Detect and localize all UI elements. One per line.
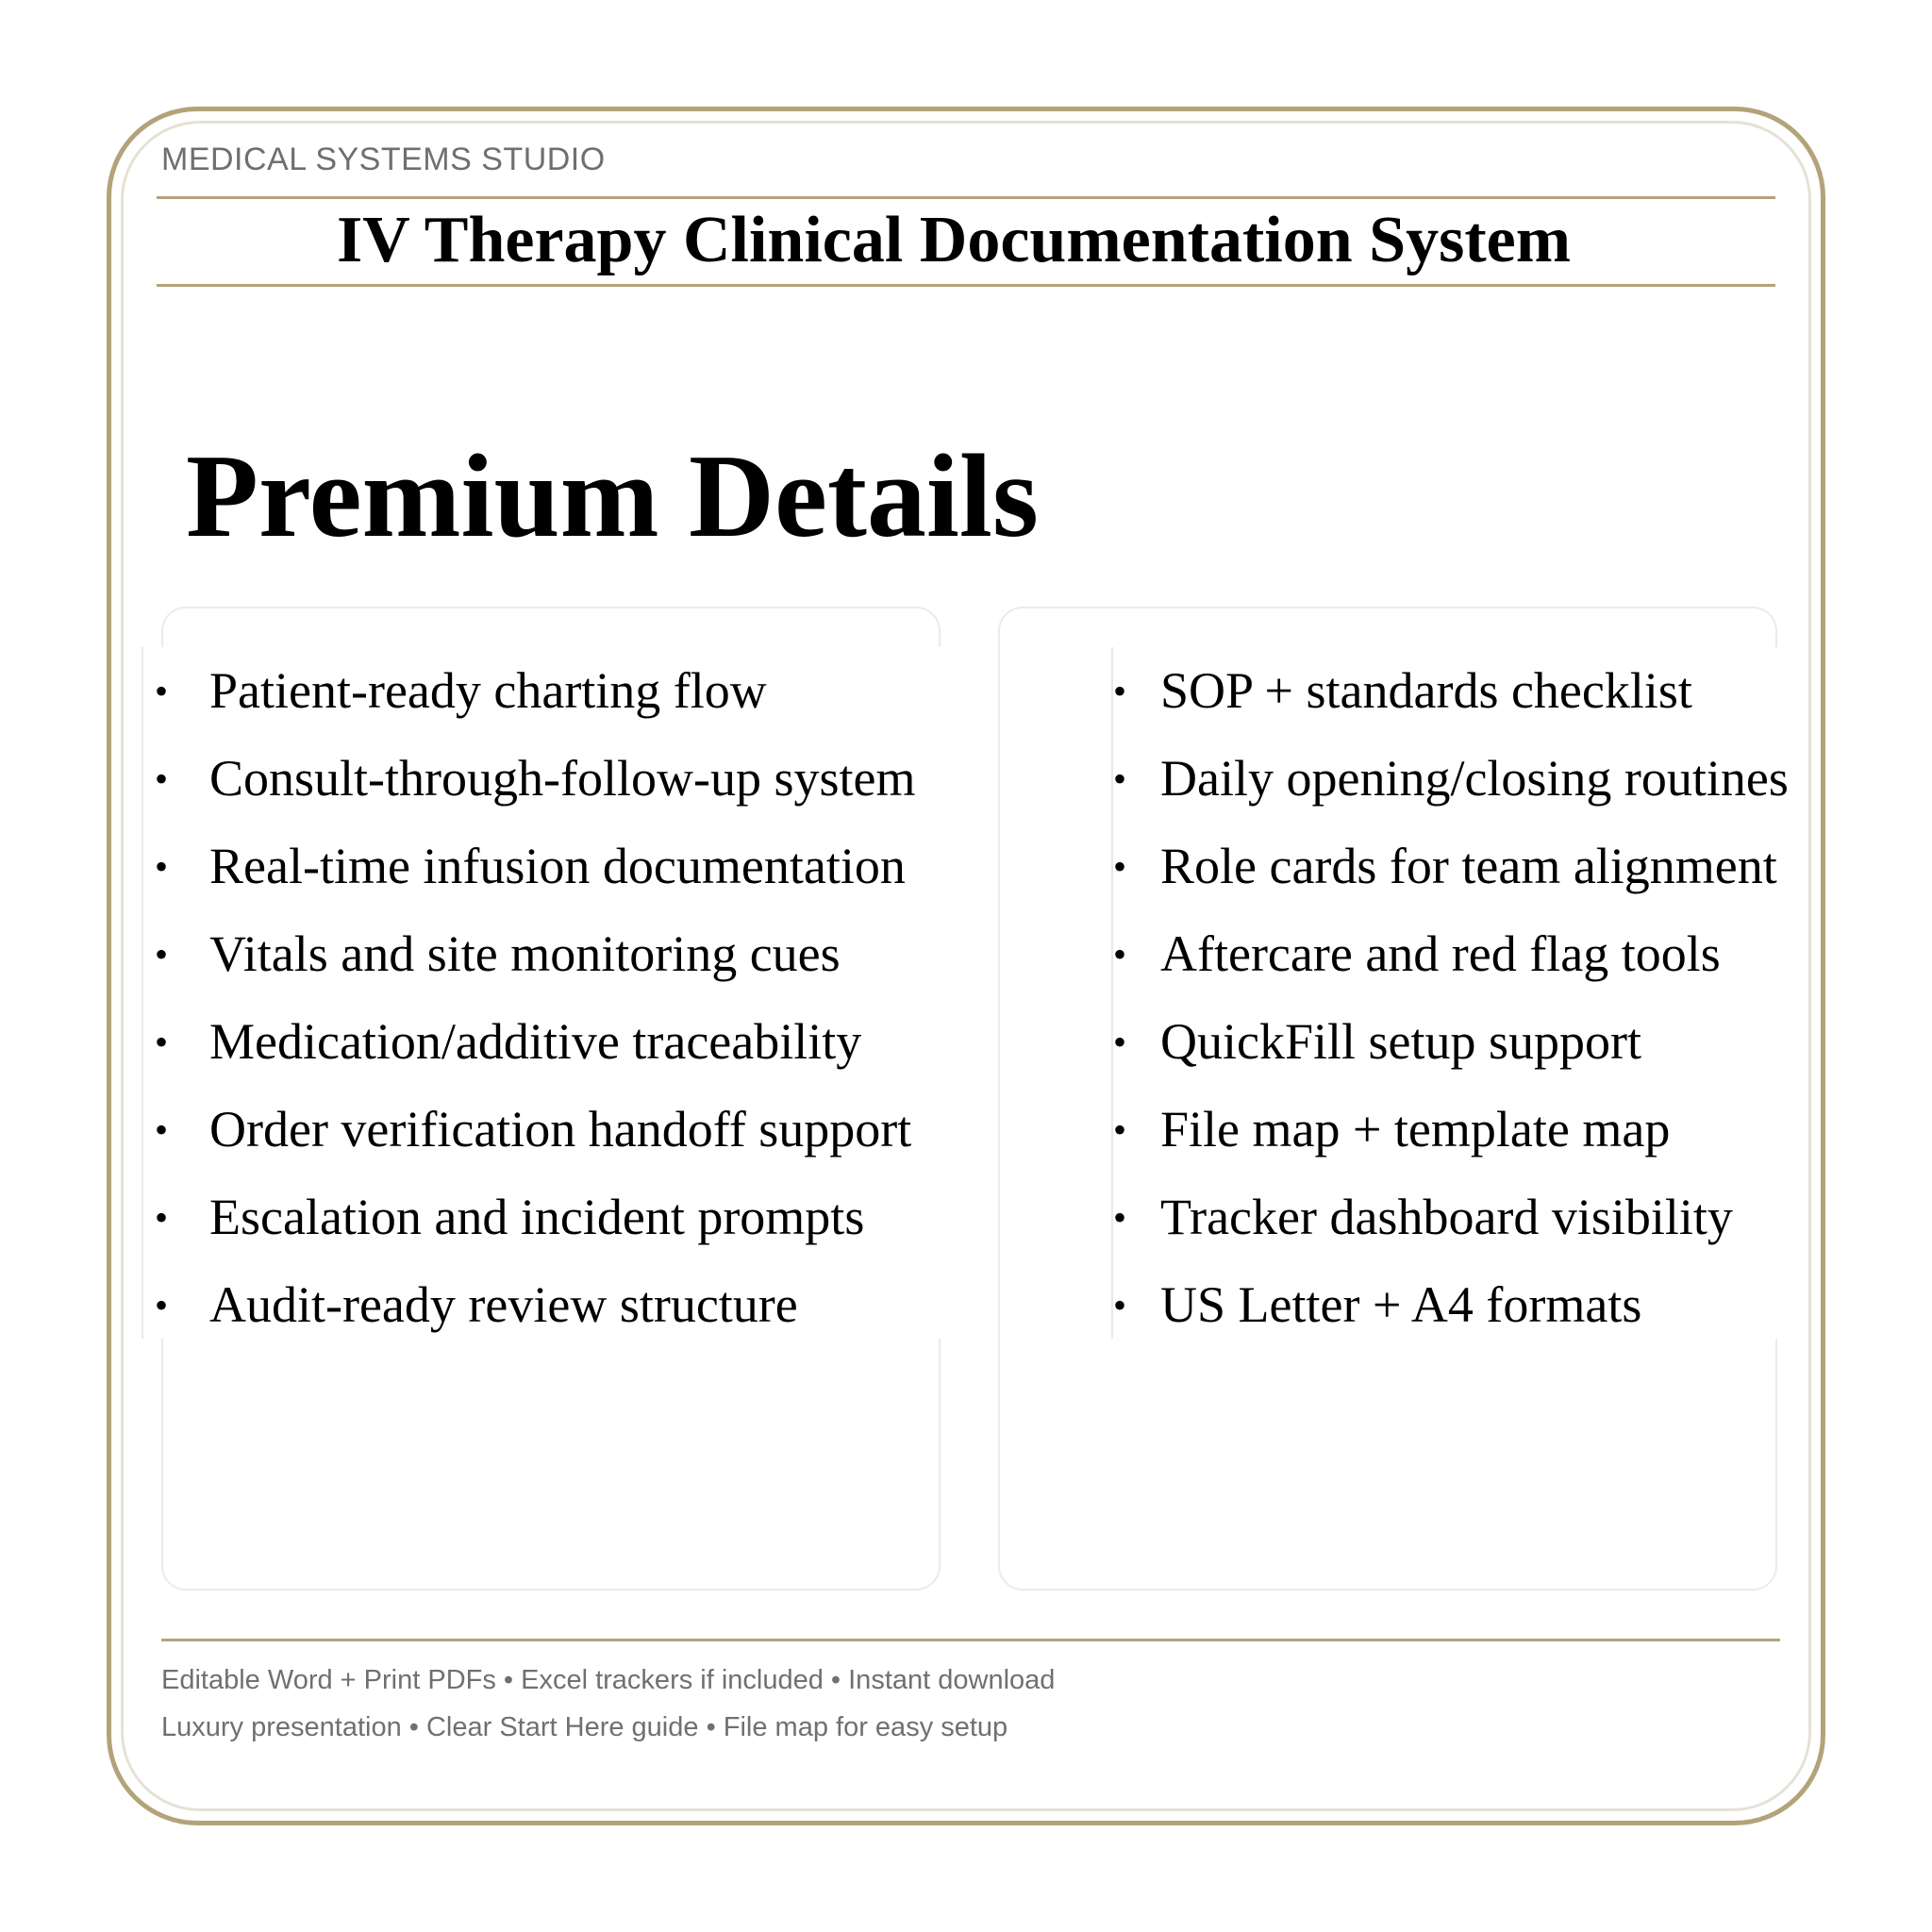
right-feature-list — [1111, 647, 1794, 1339]
footer-divider — [161, 1639, 1780, 1641]
header-bottom-divider — [157, 284, 1775, 287]
list-item-label: Medication/additive traceability — [209, 1013, 862, 1070]
bullet-icon: • — [155, 1196, 169, 1239]
list-item-label: Consult-through-follow-up system — [209, 750, 916, 807]
bullet-icon: • — [155, 758, 169, 800]
list-item-label: Role cards for team alignment — [1160, 838, 1777, 894]
list-item — [143, 1174, 974, 1261]
list-item-label: Tracker dashboard visibility — [1160, 1189, 1733, 1245]
bullet-icon: • — [155, 1284, 169, 1326]
list-item — [1113, 647, 1794, 735]
footer-features-line-1: Editable Word + Print PDFs • Excel trackers if included • Instant download — [161, 1665, 1056, 1695]
list-item — [143, 1086, 974, 1174]
list-item-label: File map + template map — [1160, 1101, 1671, 1158]
left-feature-list — [142, 647, 974, 1339]
list-item-label: Vitals and site monitoring cues — [209, 925, 841, 982]
footer-features-line-2: Luxury presentation • Clear Start Here guide • File map for easy setup — [161, 1712, 1008, 1742]
bullet-icon: • — [1113, 758, 1127, 800]
list-item — [143, 910, 974, 998]
document-title: IV Therapy Clinical Documentation System — [336, 204, 1572, 276]
list-item — [143, 1261, 974, 1349]
list-item-label: Patient-ready charting flow — [209, 662, 767, 719]
list-item-label: QuickFill setup support — [1160, 1013, 1641, 1070]
list-item — [1113, 1086, 1794, 1174]
section-title: Premium Details — [186, 431, 1039, 562]
list-item-label: Real-time infusion documentation — [209, 838, 906, 894]
list-item-label: Escalation and incident prompts — [209, 1189, 865, 1245]
bullet-icon: • — [1113, 1108, 1127, 1151]
list-item — [1113, 1261, 1794, 1349]
bullet-icon: • — [155, 1021, 169, 1063]
brand-label: MEDICAL SYSTEMS STUDIO — [161, 142, 606, 177]
list-item — [143, 823, 974, 910]
bullet-icon: • — [1113, 1196, 1127, 1239]
bullet-icon: • — [1113, 1284, 1127, 1326]
bullet-icon: • — [1113, 933, 1127, 975]
bullet-icon: • — [155, 933, 169, 975]
list-item — [143, 647, 974, 735]
list-item-label: US Letter + A4 formats — [1160, 1276, 1642, 1333]
list-item-label: Audit-ready review structure — [209, 1276, 798, 1333]
list-item — [143, 735, 974, 823]
list-item-label: Aftercare and red flag tools — [1160, 925, 1721, 982]
list-item-label: Daily opening/closing routines — [1160, 750, 1789, 807]
list-item-label: Order verification handoff support — [209, 1101, 912, 1158]
list-item — [1113, 998, 1794, 1086]
list-item-label: SOP + standards checklist — [1160, 662, 1692, 719]
list-item — [143, 998, 974, 1086]
list-item — [1113, 910, 1794, 998]
bullet-icon: • — [155, 1108, 169, 1151]
bullet-icon: • — [1113, 845, 1127, 888]
bullet-icon: • — [1113, 1021, 1127, 1063]
bullet-icon: • — [155, 670, 169, 712]
list-item — [1113, 1174, 1794, 1261]
list-item — [1113, 735, 1794, 823]
list-item — [1113, 823, 1794, 910]
bullet-icon: • — [1113, 670, 1127, 712]
bullet-icon: • — [155, 845, 169, 888]
